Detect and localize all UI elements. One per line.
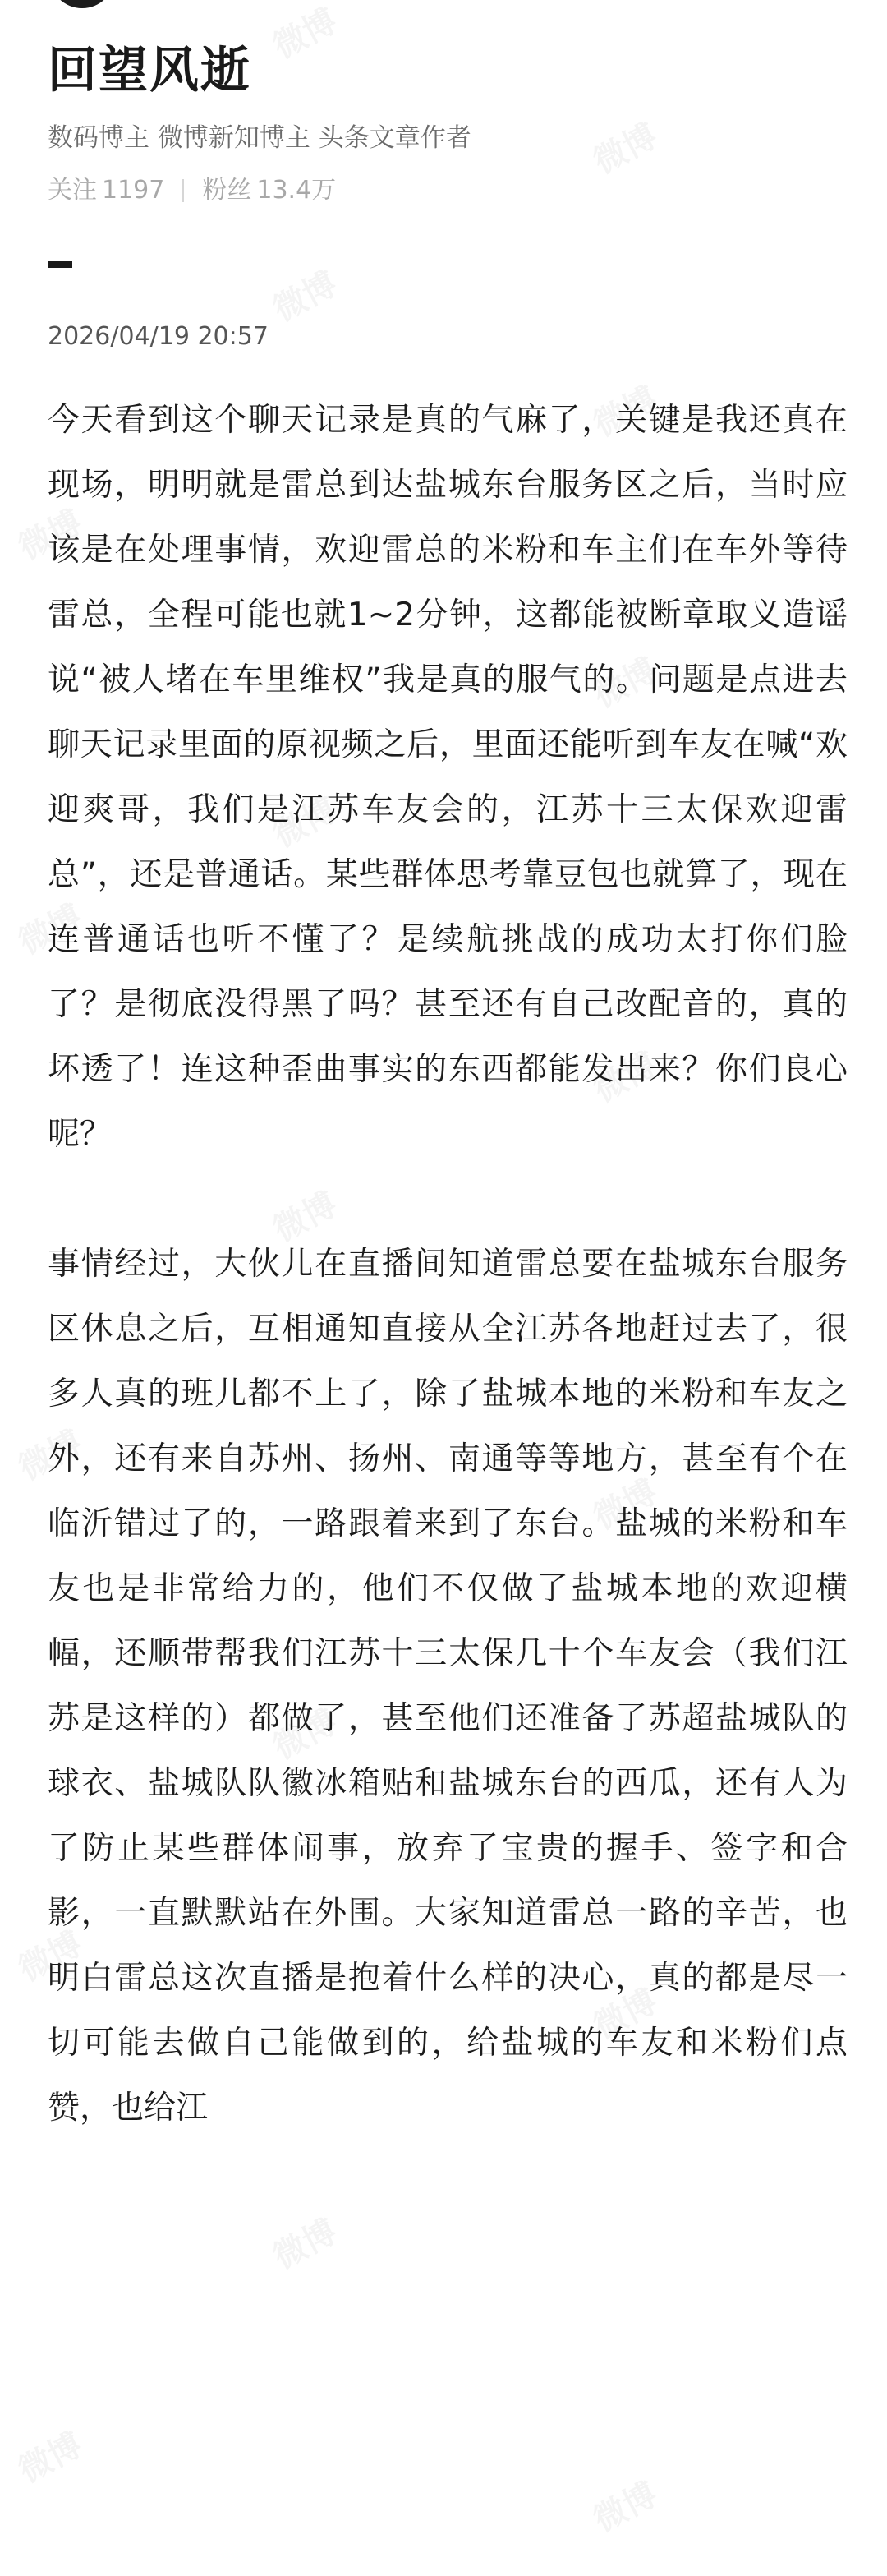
post-date: 2026/04/19 20:57 [48, 322, 269, 351]
follow-stat[interactable] [48, 173, 164, 209]
article-paragraph: 今天看到这个聊天记录是真的气麻了，关键是我还真在现场，明明就是雷总到达盐城东台服务区之后，当时应该是在处理事情，欢迎雷总的米粉和车主们在车外等待雷总，全程可能也就1~2分钟，这都能被断章取义造谣说“被人堵在车里维权”我是真的服气的。问题是点进去聊天记录里面的原视频之后，里面还能听到车友在喊“欢迎爽哥，我们是江苏车友会的，江苏十三太保欢迎雷总”，还是普通话。某些群体思考靠豆包也就算了，现在连普通话也听不懂了？是续航挑战的成功太打你们脸了？是彻底没得黑了吗？甚至还有自己改配音的，真的坏透了！连这种歪曲事实的东西都能发出来？你们良心呢？ [48, 402, 848, 1153]
fans-label: 粉丝 [202, 176, 252, 205]
follow-count: 1197 [102, 176, 165, 205]
follow-label: 关注 [48, 176, 97, 205]
section-divider [48, 261, 72, 268]
watermark [584, 111, 664, 183]
author-bio: 数码博主 微博新知博主 头条文章作者 [48, 123, 471, 153]
watermark [264, 0, 343, 67]
author-stats [48, 173, 336, 209]
article-body [48, 388, 848, 2141]
article-paragraph: 事情经过，大伙儿在直播间知道雷总要在盐城东台服务区休息之后，互相通知直接从全江苏各地赶过去了，很多人真的班儿都不上了，除了盐城本地的米粉和车友之外，还有来自苏州、扬州、南通等等地方，甚至有个在临沂错过了的，一路跟着来到了东台。盐城的米粉和车友也是非常给力的，他们不仅做了盐城本地的欢迎横幅，还顺带帮我们江苏十三太保几十个车友会（我们江苏是这样的）都做了，甚至他们还准备了苏超盐城队的球衣、盐城队队徽冰箱贴和盐城东台的西瓜，还有人为了防止某些群体闹事，放弃了宝贵的握手、签字和合影，一直默默站在外围。大家知道雷总一路的辛苦，也明白雷总这次直播是抱着什么样的决心，真的都是尽一切可能去做自己能做到的，给盐城的车友和米粉们点赞，也给江 [48, 1246, 848, 2127]
fans-stat[interactable] [202, 173, 336, 209]
watermark [264, 259, 343, 331]
watermark [9, 2420, 89, 2492]
watermark [584, 2469, 664, 2541]
author-name[interactable]: 回望风逝 [48, 42, 251, 99]
avatar[interactable] [49, 0, 115, 8]
stats-divider [182, 179, 184, 202]
fans-count: 13.4万 [256, 176, 337, 205]
watermark [264, 2206, 343, 2279]
